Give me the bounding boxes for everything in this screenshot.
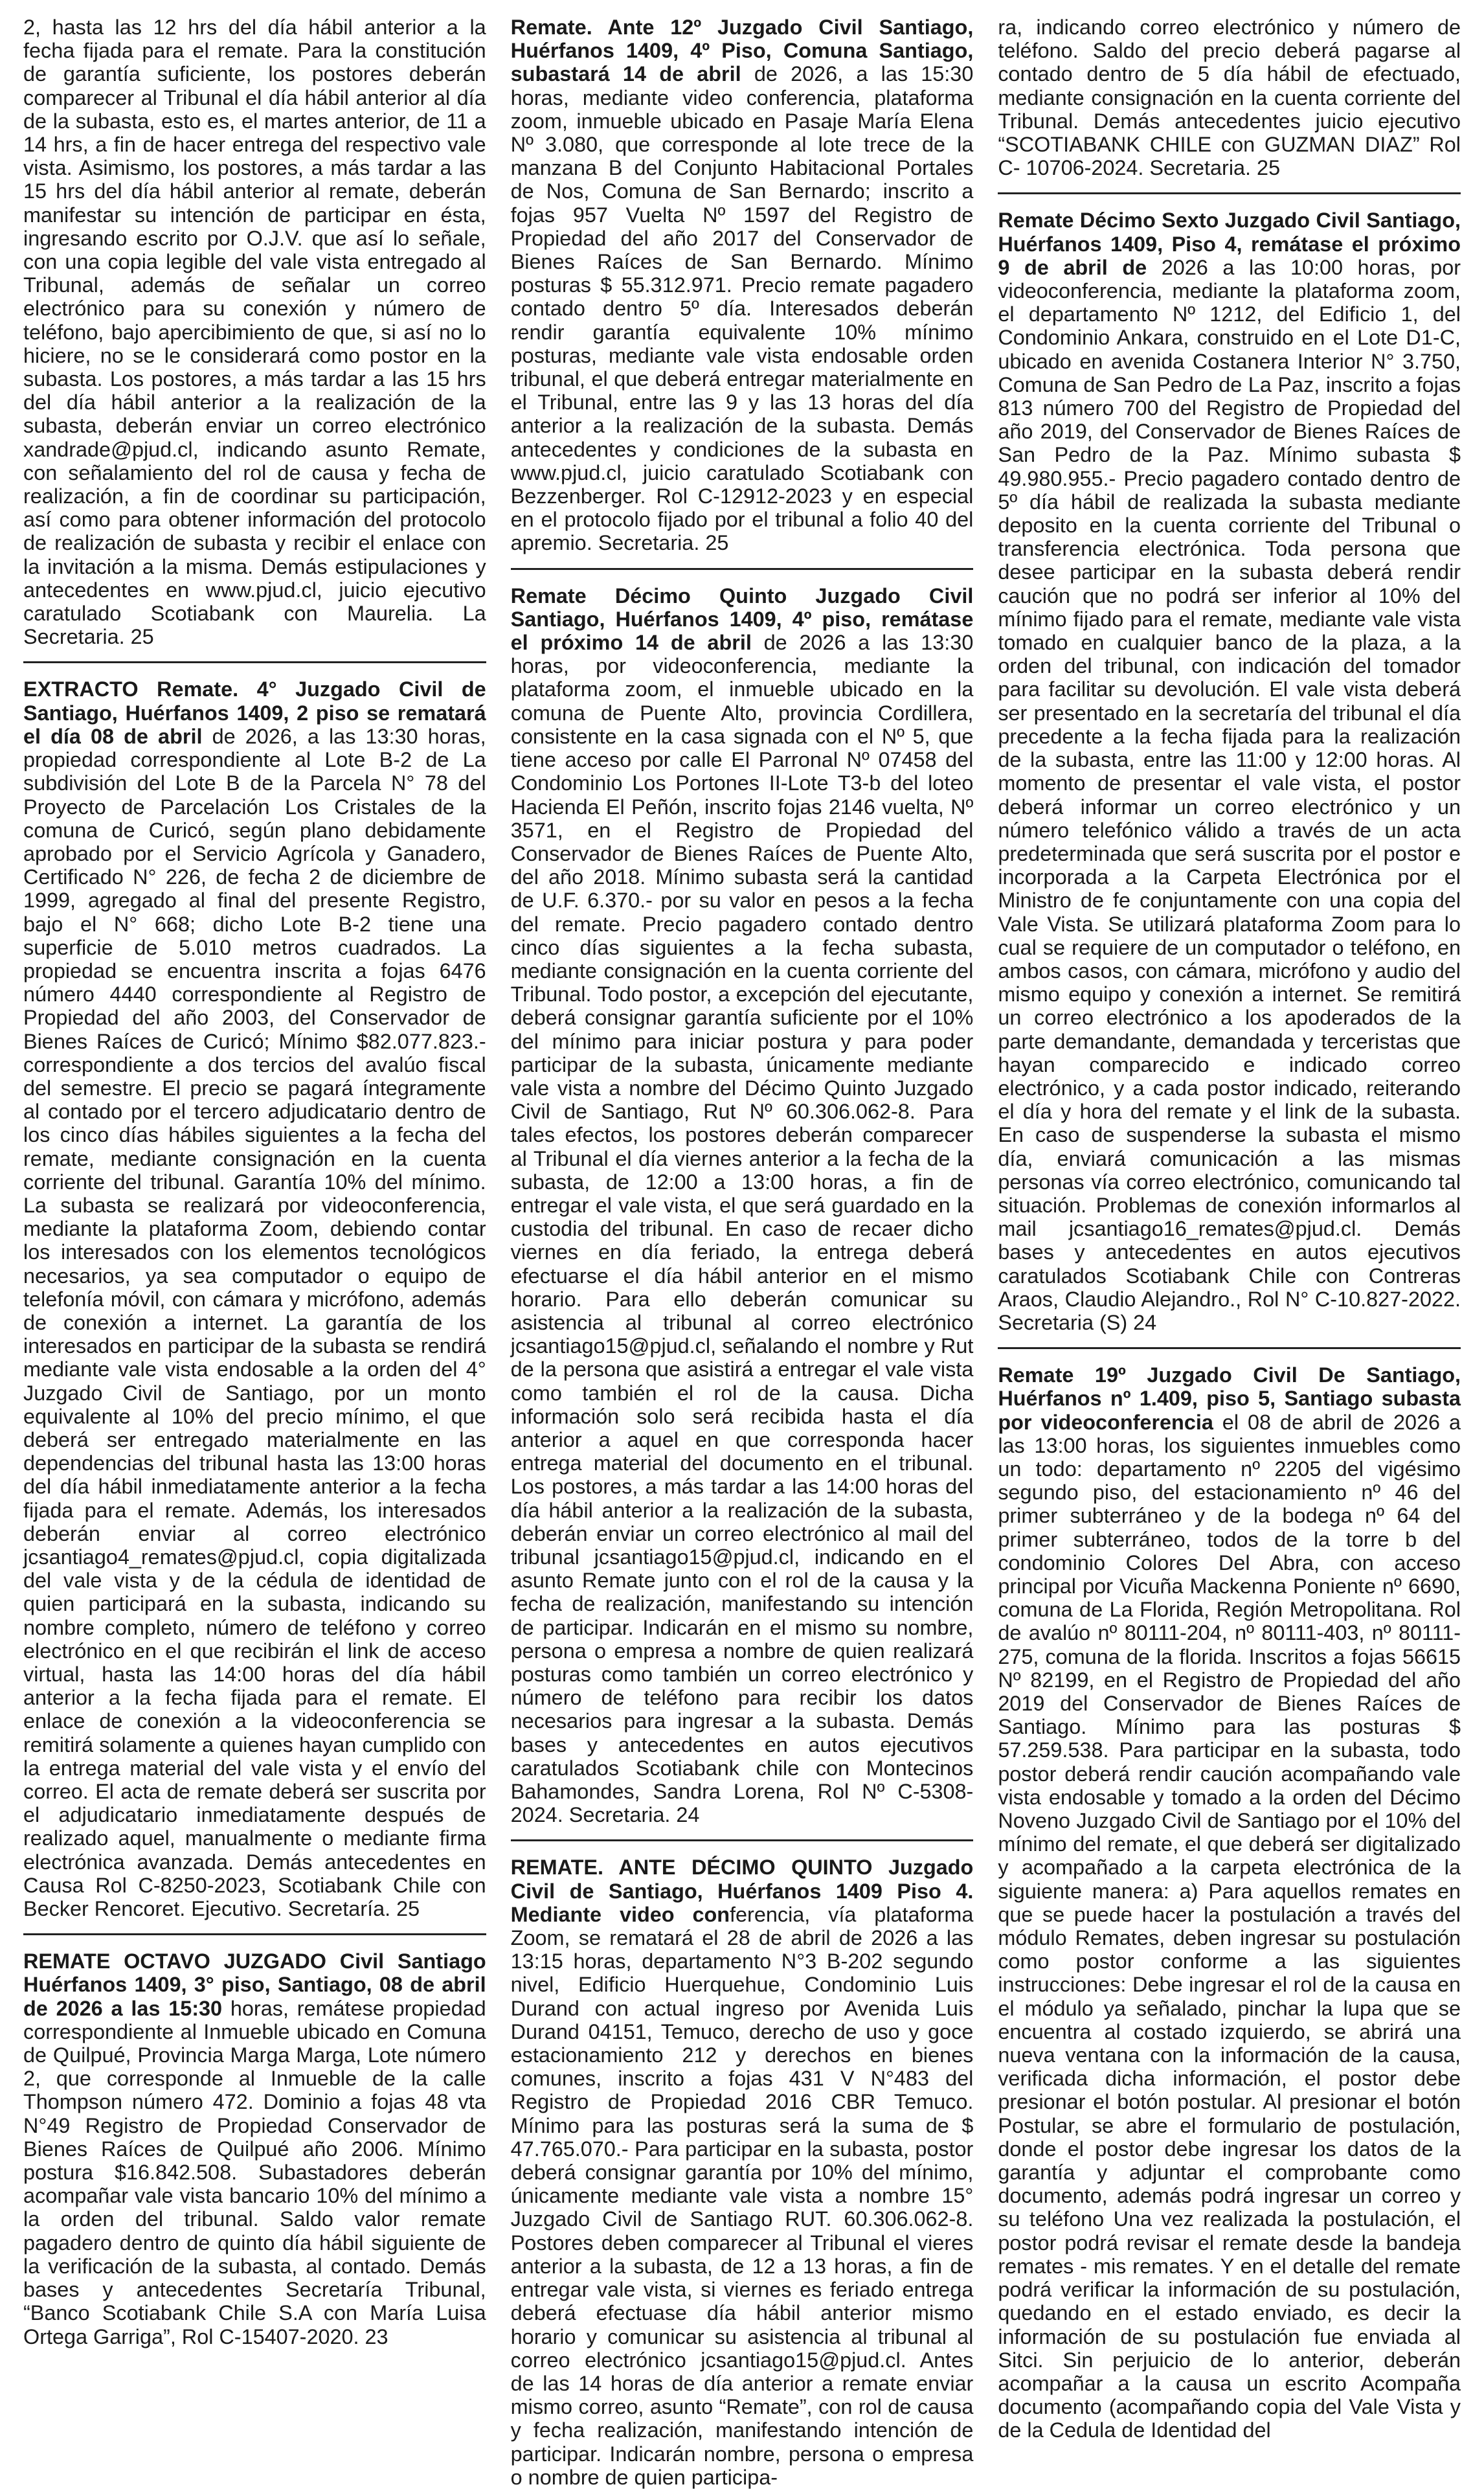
notice-12th-court-san-bernardo bbox=[511, 16, 974, 555]
divider bbox=[23, 1933, 486, 1935]
notice-4th-court-curico bbox=[23, 677, 486, 1920]
notice-body: horas, remátese propiedad correspondiente al Inmueble ubicado en Comuna de Quilpué, Provincia Marga Marga, Lote número 2, que corresponde al Inmueble de la calle Thompson número 472. Dominio a fojas 48 vta N°49 Registro de Propiedad Conservador de Bienes Raíces de Quilpué año 2006. Mínimo postura $16.842.508. Subastadores deberán acompañar vale vista bancario 10% del mínimo a la orden del tribunal. Saldo valor remate pagadero dentro de quinto día hábil siguiente de la verificación de la subasta, al contado. Demás bases y antecedentes Secretaría Tribunal, “Banco Scotiabank Chile S.A con María Luisa Ortega Garriga”, Rol C-15407-2020. 23 bbox=[23, 1996, 486, 2348]
column-2 bbox=[510, 16, 974, 2489]
notice-heading: REMATE. ANTE DÉCIMO QUINTO Juzgado Civil de Santiago, Huérfanos 1409 Piso 4. Mediante video con bbox=[510, 1856, 974, 1926]
notice-body: 2, hasta las 12 hrs del día hábil anterior a la fecha fijada para el remate. Para la constitución de garantía suficiente, los postores deberán comparecer al Tribunal el día hábil anterior al día de la subasta, esto es, el martes anterior, de 11 a 14 hrs, a fin de hacer entrega del respectivo vale vista. Asimismo, los postores, a más tardar a las 15 hrs del día hábil anterior al remate, deberán manifestar su intención de participar en ésta, ingresando escrito por O.J.V. que así lo señale, con una copia legible del vale vista entregado al Tribunal, además de señalar un correo electrónico para su conexión y número de teléfono, bajo apercibimiento de que, si así no lo hiciere, no se le considerará como postor en la subasta. Los postores, a más tardar a las 15 hrs del día hábil anterior a la realización de la subasta, deberán enviar un correo electrónico xandrade@pjud.cl, indicando asunto Remate, con señalamiento del rol de causa y fecha de realización, a fin de coordinar su participación, así como para obtener información del protocolo de realización de subasta y recibir el enlace con la invitación a la misma. Demás estipulaciones y antecedentes en www.pjud.cl, juicio ejecutivo caratulado Scotiabank con Maurelia. La Secretaria. 25 bbox=[23, 16, 486, 649]
notice-heading: Remate Décimo Sexto Juzgado Civil Santiago, Huérfanos 1409, Piso 4, remátase el próximo 9 de abril de bbox=[998, 209, 1461, 279]
notice-heading: Remate. Ante 12º Juzgado Civil Santiago, Huérfanos 1409, 4º Piso, Comuna Santiago, subastará 14 de abril bbox=[510, 16, 974, 86]
notice-body: de 2026, a las 15:30 horas, mediante video conferencia, plataforma zoom, inmueble ubicado en Pasaje María Elena Nº 3.080, que corresponde al lote trece de la manzana B del Conjunto Habitacional Portales de Nos, Comuna de San Bernardo; inscrito a fojas 957 Vuelta Nº 1597 del Registro de Propiedad del año 2017 del Conservador de Bienes Raíces de San Bernardo. Mínimo posturas $ 55.312.971. Precio remate pagadero contado dentro 5º día. Interesados deberán rendir garantía equivalente 10% mínimo posturas, mediante vale vista endosable orden tribunal, el que deberá entregar materialmente en el Tribunal, entre las 9 y las 13 horas del día anterior a la realización de la subasta. Demás antecedentes y condiciones de la subasta en www.pjud.cl, juicio caratulado Scotiabank con Bezzenberger. Rol C-12912-2023 y en especial en el protocolo fijado por el tribunal a folio 40 del apremio. Secretaria. 25 bbox=[510, 62, 974, 555]
notice-heading: Remate Décimo Quinto Juzgado Civil Santiago, Huérfanos 1409, 4º piso, remátase el próximo 14 de abril bbox=[510, 584, 974, 655]
column-3 bbox=[998, 16, 1461, 2442]
notice-body: de 2026 a las 13:30 horas, por videoconferencia, mediante la plataforma zoom, el inmueble ubicado en la comuna de Puente Alto, provincia Cordillera, consistente en la casa signada con el Nº 5, que tiene acceso por calle El Parronal Nº 07458 del Condominio Los Portones II-Lote T3-b del loteo Hacienda El Peñón, inscrito fojas 2146 vuelta, Nº 3571, en el Registro de Propiedad del Conservador de Bienes Raíces de Puente Alto, del año 2018. Mínimo subasta será la cantidad de U.F. 6.370.- por su valor en pesos a la fecha del remate. Precio pagadero contado dentro cinco días siguientes a la fecha subasta, mediante consignación en la cuenta corriente del Tribunal. Todo postor, a excepción del ejecutante, deberá consignar garantía suficiente por el 10% del mínimo para iniciar postura y para poder participar de la subasta, únicamente mediante vale vista a nombre del Décimo Quinto Juzgado Civil de Santiago, Rut Nº 60.306.062-8. Para tales efectos, los postores deberán comparecer al Tribunal el día viernes anterior a la fecha de la subasta, de 12:00 a 13:00 horas, a fin de entregar el vale vista, el que será guardado en la custodia del tribunal. En caso de recaer dicho viernes en día feriado, la entrega deberá efectuarse el día hábil anterior en el mismo horario. Para ello deberán comunicar su asistencia al tribunal al correo electrónico jcsantiago15@pjud.cl, señalando el nombre y Rut de la persona que asistirá a entregar el vale vista como también el rol de la causa. Dicha información solo será recibida hasta el día anterior a aquel en que corresponda hacer entrega material del documento en el tribunal. Los postores, a más tardar a las 14:00 horas del día hábil anterior a la realización de la subasta, deberán enviar un correo electrónico al mail del tribunal jcsantiago15@pjud.cl, indicando en el asunto Remate junto con el rol de la causa y la fecha de realización, manifestando su intención de participar. Indicarán en el mismo su nombre, persona o empresa a nombre de quien realizará posturas como también un correo electrónico y número de teléfono para recibir los datos necesarios para ingresar a la subasta. Demás bases y antecedentes en autos ejecutivos caratulados Scotiabank chile con Montecinos Bahamondes, Sandra Lorena, Rol Nº C-5308-2024. Secretaria. 24 bbox=[510, 631, 974, 1827]
notice-heading: REMATE OCTAVO JUZGADO Civil Santiago Huérfanos 1409, 3° piso, Santiago, 08 de abril de 2026 a las 15:30 bbox=[23, 1949, 486, 2020]
divider bbox=[998, 192, 1461, 194]
notice-15th-court-temuco bbox=[511, 1856, 974, 2488]
divider bbox=[511, 1839, 974, 1841]
notice-body: ra, indicando correo electrónico y número de teléfono. Saldo del precio deberá pagarse al contado dentro de 5 día hábil de efectuado, mediante consignación en la cuenta corriente del Tribunal. Demás antecedentes juicio ejecutivo “SCOTIABANK CHILE con GUZMAN DIAZ” Rol C- 10706-2024. Secretaria. 25 bbox=[998, 16, 1461, 180]
column-1 bbox=[23, 16, 486, 2348]
divider bbox=[998, 1347, 1461, 1349]
notice-8th-court-quilpue bbox=[23, 1949, 486, 2348]
notice-body: ferencia, vía plataforma Zoom, se rematará el 28 de abril de 2026 a las 13:15 horas, departamento N°3 B-202 segundo nivel, Edificio Huerquehue, Condominio Luis Durand con actual ingreso por Avenida Luis Durand 04151, Temuco, derecho de uso y goce estacionamiento 212 y derechos en bienes comunes, inscrito a fojas 431 V N°483 del Registro de Propiedad 2016 CBR Temuco. Mínimo para las posturas será la suma de $ 47.765.070.- Para participar en la subasta, postor deberá consignar garantía por 10% del mínimo, únicamente mediante vale vista a nombre 15° Juzgado Civil de Santiago RUT. 60.306.062-8. Postores deben comparecer al Tribunal el vieres anterior a la subasta, de 12 a 13 horas, a fin de entregar vale vista, si viernes es feriado entrega deberá efectuase día hábil anterior mismo horario y comunicar su asistencia al tribunal al correo electrónico jcsantiago15@pjud.cl. Antes de las 14 horas de día anterior a remate enviar mismo correo, asunto “Remate”, con rol de causa y fecha realización, manifestando intención de participar. Indicarán nombre, persona o empresa o nombre de quien participa- bbox=[510, 1902, 974, 2489]
divider bbox=[511, 568, 974, 570]
notice-heading: EXTRACTO Remate. 4° Juzgado Civil de Santiago, Huérfanos 1409, 2 piso se rematará el día 08 de abril bbox=[23, 677, 486, 748]
divider bbox=[23, 661, 486, 663]
notice-continuation bbox=[998, 16, 1461, 179]
notice-15th-court-puente-alto bbox=[511, 584, 974, 1827]
notice-body: de 2026, a las 13:30 horas, propiedad correspondiente al Lote B-2 de La subdivisión del Lote B de la Parcela N° 78 del Proyecto de Parcelación Los Cristales de la comuna de Curicó, según plano debidamente aprobado por el Servicio Agrícola y Ganadero, Certificado N° 226, de fecha 2 de diciembre de 1999, agregado al final del presente Registro, bajo el N° 668; dicho Lote B-2 tiene una superficie de 5.010 metros cuadrados. La propiedad se encuentra inscrita a fojas 6476 número 4440 correspondiente al Registro de Propiedad del año 2003, del Conservador de Bienes Raíces de Curicó; Mínimo $82.077.823.- correspondiente a dos tercios del avalúo fiscal del semestre. El precio se pagará íntegramente al contado por el tercero adjudicatario dentro de los cinco días hábiles siguientes a la fecha del remate, mediante consignación en la cuenta corriente del tribunal. Garantía 10% del mínimo. La subasta se realizará por videoconferencia, mediante la plataforma Zoom, debiendo contar los interesados con los elementos tecnológicos necesarios, ya sea computador o equipo de telefonía móvil, con cámara y micrófono, además de conexión a internet. La garantía de los interesados en participar de la subasta se rendirá mediante vale vista endosable a la orden del 4° Juzgado Civil de Santiago, por un monto equivalente al 10% del precio mínimo, el que deberá ser entregado materialmente en las dependencias del tribunal hasta las 13:00 horas del día hábil inmediatamente anterior a la fecha fijada para el remate. Además, los interesados deberán enviar al correo electrónico jcsantiago4_remates@pjud.cl, copia digitalizada del vale vista y de la cédula de identidad de quien participará en la subasta, indicando su nombre completo, número de teléfono y correo electrónico en el que recibirán el link de acceso virtual, hasta las 14:00 horas del día hábil anterior a la fecha fijada para el remate. El enlace de conexión a la videoconferencia se remitirá solamente a quienes hayan cumplido con la entrega material del vale vista y el envío del correo. El acta de remate deberá ser suscrita por el adjudicatario inmediatamente después de realizado aquel, manualmente o mediante firma electrónica avanzada. Demás antecedentes en Causa Rol C-8250-2023, Scotiabank Chile con Becker Rencoret. Ejecutivo. Secretaría. 25 bbox=[23, 724, 486, 1921]
notice-continuation bbox=[23, 16, 486, 648]
notice-heading: Remate 19º Juzgado Civil De Santiago, Huérfanos nº 1.409, piso 5, Santiago subasta por videoconferencia bbox=[998, 1363, 1461, 1434]
notice-body: el 08 de abril de 2026 a las 13:00 horas, los siguientes inmuebles como un todo: departamento nº 2205 del vigésimo segundo piso, del estacionamiento nº 46 del primer subterráneo y de la bodega nº 64 del primer subterráneo, todos de la torre b del condominio Colores Del Abra, con acceso principal por Vicuña Mackenna Poniente nº 6690, comuna de La Florida, Región Metropolitana. Rol de avalúo nº 80111-204, nº 80111-403, nº 80111-275, comuna de la florida. Inscritos a fojas 56615 Nº 82199, en el Registro de Propiedad del año 2019 del Conservador de Bienes Raíces de Santiago. Mínimo para las posturas $ 57.259.538. Para participar en la subasta, todo postor deberá rendir caución acompañando vale vista endosable y tomado a la orden del Décimo Noveno Juzgado Civil de Santiago por el 10% del mínimo del remate, el que deberá ser digitalizado y acompañado a la carpeta electrónica de la siguiente manera: a) Para aquellos remates en que se puede hacer la postulación a través del módulo Remates, deben ingresar su postulación como postor conforme a las siguientes instrucciones: Debe ingresar el rol de la causa en el módulo ya señalado, pinchar la lupa que se encuentra al costado izquierdo, se abrirá una nueva ventana con la información de la causa, verificada dicha información, el postor debe presionar el botón postular. Al presionar el botón Postular, se abre el formulario de postulación, donde el postor debe ingresar los datos de la garantía y adjuntar el comprobante como documento, además podrá ingresar un correo y su teléfono Una vez realizada la postulación, el postor podrá revisar el remate desde la bandeja remates - mis remates. Y en el detalle del remate podrá verificar la información de su postulación, quedando en el estado enviado, es decir la información de su postulación fue enviada al Sitci. Sin perjuicio de lo anterior, deberán acompañar a la causa un escrito Acompaña documento (acompañando copia del Vale Vista y de la Cedula de Identidad del bbox=[998, 1410, 1461, 2442]
notice-body: 2026 a las 10:00 horas, por videoconferencia, mediante la plataforma zoom, el departamento Nº 1212, del Edificio 1, del Condominio Ankara, construido en el Lote D1-C, ubicado en avenida Costanera Interior N° 3.750, Comuna de San Pedro de La Paz, inscrito a fojas 813 número 700 del Registro de Propiedad del año 2019, del Conservador de Bienes Raíces de San Pedro de la Paz. Mínimo subasta $ 49.980.955.- Precio pagadero contado dentro de 5º día hábil de realizada la subasta mediante deposito en la cuenta corriente del Tribunal o transferencia electrónica. Toda persona que desee participar en la subasta deberá rendir caución que no podrá ser inferior al 10% del mínimo fijado para el remate, mediante vale vista tomado en cualquier banco de la plaza, a la orden del tribunal, con indicación del tomador para facilitar su devolución. El vale vista deberá ser presentado en la secretaría del tribunal el día precedente a la fecha fijada para la realización de la subasta, entre las 11:00 y 12:00 horas. Al momento de presentar el vale vista, el postor deberá informar un correo electrónico y un número telefónico válido a través de un acta predeterminada que será suscrita por el postor e incorporada a la Carpeta Electrónica por el Ministro de fe conjuntamente con una copia del Vale Vista. Se utilizará plataforma Zoom para lo cual se requiere de un computador o teléfono, en ambos casos, con cámara, micrófono y audio del mismo equipo y conexión a internet. Se remitirá un correo electrónico a los apoderados de la parte demandante, demandada y terceristas que hayan comparecido e indicado correo electrónico, y a cada postor indicado, reiterando el día y hora del remate y el link de la subasta. En caso de suspenderse la subasta el mismo día, enviará comunicación a las mismas personas vía correo electrónico, comunicando tal situación. Problemas de conexión informarlos al mail jcsantiago16_remates@pjud.cl. Demás bases y antecedentes en autos ejecutivos caratulados Scotiabank Chile con Contreras Araos, Claudio Alejandro., Rol N° C-10.827-2022. Secretaria (S) 24 bbox=[998, 255, 1461, 1334]
notice-16th-court-san-pedro bbox=[998, 209, 1461, 1334]
notice-19th-court-la-florida bbox=[998, 1363, 1461, 2442]
